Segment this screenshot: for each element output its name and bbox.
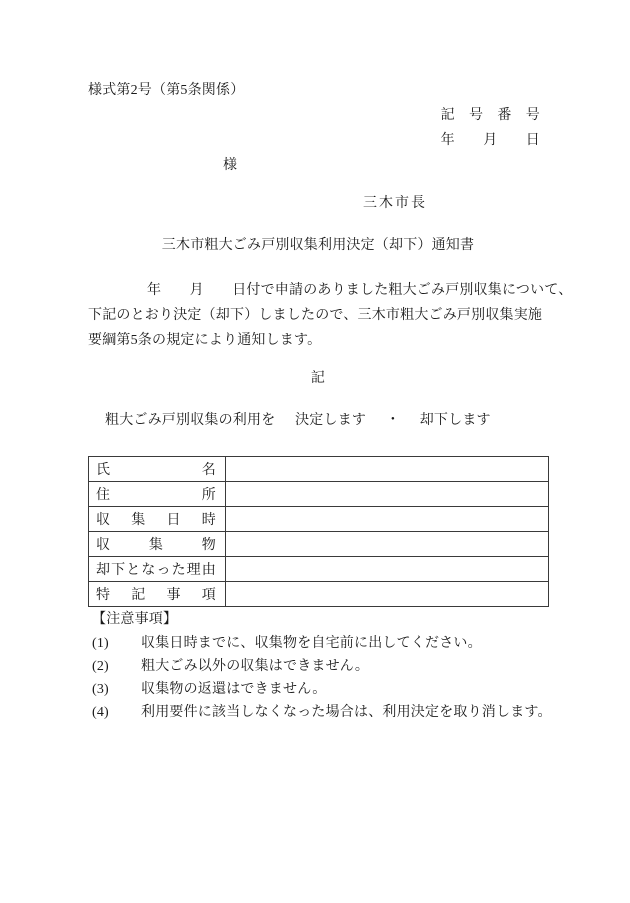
document-title: 三木市粗大ごみ戸別収集利用決定（却下）通知書 [161, 238, 475, 253]
table-row-address [89, 482, 549, 507]
note-text: 粗大ごみ以外の収集はできません。 [141, 659, 370, 674]
note-text: 収集日時までに、収集物を自宅前に出してください。 [141, 636, 482, 651]
note-text: 利用要件に該当しなくなった場合は、利用決定を取り消します。 [141, 705, 552, 720]
note-number: (1) [92, 636, 109, 651]
body-line-3: 要綱第5条の規定により通知します。 [88, 333, 322, 348]
notes-heading: 【注意事項】 [92, 612, 178, 627]
table-row-rejection-reason [89, 557, 549, 582]
row-label-text: 却下となった理由 [96, 563, 216, 578]
addressee-honorific: 様 [223, 158, 238, 173]
table-row-collection-items [89, 532, 549, 557]
row-value-special-notes [226, 582, 549, 607]
reference-number-label: 記 号 番 号 [440, 108, 540, 123]
decision-option-reject: 却下します [419, 413, 491, 428]
note-text: 収集物の返還はできません。 [141, 682, 327, 697]
row-label-text: 氏名 [96, 463, 216, 478]
row-label-name [89, 457, 226, 482]
decision-sentence [88, 408, 548, 433]
decision-separator-dot: ・ [385, 413, 401, 428]
row-value-collection-items [226, 532, 549, 557]
note-item-4 [88, 701, 552, 724]
note-item-2 [88, 655, 548, 678]
row-label-collection-items [89, 532, 226, 557]
row-label-text: 特記事項 [96, 588, 216, 603]
form-number: 様式第2号（第5条関係） [88, 83, 245, 98]
note-item-1 [88, 632, 548, 655]
note-item-3 [88, 678, 548, 701]
date-placeholder: 年 月 日 [440, 133, 540, 148]
row-label-text: 住所 [96, 488, 216, 503]
note-number: (2) [92, 659, 109, 674]
reference-block [88, 103, 548, 153]
row-label-collection-datetime [89, 507, 226, 532]
table-row-collection-datetime [89, 507, 549, 532]
decision-option-approve: 決定します [295, 413, 367, 428]
row-label-rejection-reason [89, 557, 226, 582]
row-label-address [89, 482, 226, 507]
body-line-1: 年 月 日付で申請のありました粗大ごみ戸別収集について、 [147, 283, 573, 298]
detail-table [88, 456, 549, 607]
record-heading: 記 [310, 371, 326, 386]
row-label-text: 収集物 [96, 538, 216, 553]
row-value-rejection-reason [226, 557, 549, 582]
table-row-name [89, 457, 549, 482]
decision-lead: 粗大ごみ戸別収集の利用を [105, 413, 276, 428]
row-label-special-notes [89, 582, 226, 607]
row-value-collection-datetime [226, 507, 549, 532]
body-line-2: 下記のとおり決定（却下）しましたので、三木市粗大ごみ戸別収集実施 [88, 308, 543, 323]
note-number: (3) [92, 682, 109, 697]
row-value-name [226, 457, 549, 482]
note-number: (4) [92, 705, 109, 720]
notes-section [88, 607, 552, 724]
sender-name: 三木市長 [363, 196, 427, 211]
row-label-text: 収集日時 [96, 513, 216, 528]
body-paragraph [88, 278, 573, 353]
table-row-special-notes [89, 582, 549, 607]
row-value-address [226, 482, 549, 507]
